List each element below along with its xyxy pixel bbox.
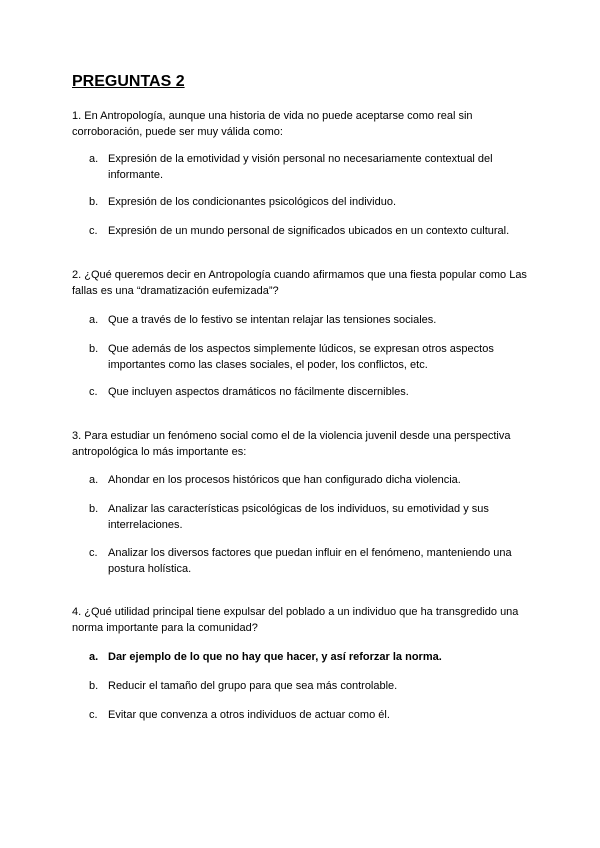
question-4-option-a (89, 649, 529, 665)
option-text: Que además de los aspectos simplemente lúdicos, se expresan otros aspectos importantes como las clases sociales, el poder, los conflictos, etc. (108, 343, 494, 371)
option-letter: a. (89, 153, 99, 165)
option-text: Analizar los diversos factores que puedan influir en el fenómeno, manteniendo una postura holística. (108, 547, 512, 575)
question-2-option-b (89, 341, 529, 373)
option-text: Expresión de la emotividad y visión personal no necesariamente contextual del informante. (108, 153, 493, 181)
option-letter: b. (89, 680, 99, 692)
option-text: Ahondar en los procesos históricos que han configurado dicha violencia. (108, 474, 461, 486)
option-text: Que incluyen aspectos dramáticos no fácilmente discernibles. (108, 386, 409, 398)
option-text: Expresión de un mundo personal de significados ubicados en un contexto cultural. (108, 225, 510, 237)
option-letter: a. (89, 651, 99, 663)
option-letter: c. (89, 386, 98, 398)
option-letter: c. (89, 547, 98, 559)
option-text: Analizar las características psicológicas de los individuos, su emotividad y sus interrelaciones. (108, 503, 489, 531)
question-1-option-c (89, 223, 529, 239)
option-text: Evitar que convenza a otros individuos de actuar como él. (108, 709, 390, 721)
option-letter: b. (89, 196, 99, 208)
question-1: 1. En Antropología, aunque una historia de vida no puede aceptarse como real sin corroboración, puede ser muy válida como: (72, 110, 473, 138)
option-text: Reducir el tamaño del grupo para que sea más controlable. (108, 680, 398, 692)
option-letter: c. (89, 709, 98, 721)
question-1-option-a (89, 151, 529, 183)
question-3-option-c (89, 545, 529, 577)
question-4-option-c (89, 707, 529, 723)
page-title: PREGUNTAS 2 (72, 73, 185, 90)
question-3: 3. Para estudiar un fenómeno social como el de la violencia juvenil desde una perspectiva antropológica lo más importante es: (72, 430, 511, 458)
option-text: Que a través de lo festivo se intentan relajar las tensiones sociales. (108, 314, 437, 326)
question-2: 2. ¿Qué queremos decir en Antropología cuando afirmamos que una fiesta popular como Las fallas es una “dramatización eufemizada”? (72, 269, 527, 297)
option-text: Dar ejemplo de lo que no hay que hacer, y así reforzar la norma. (108, 651, 442, 663)
question-4: 4. ¿Qué utilidad principal tiene expulsar del poblado a un individuo que ha transgredido una norma importante para la comunidad? (72, 606, 519, 634)
option-letter: b. (89, 503, 99, 515)
option-letter: b. (89, 343, 99, 355)
question-3-option-b (89, 501, 529, 533)
option-letter: a. (89, 474, 99, 486)
option-letter: c. (89, 225, 98, 237)
question-3-option-a (89, 472, 529, 488)
question-2-option-a (89, 312, 529, 328)
question-1-option-b (89, 194, 529, 210)
option-letter: a. (89, 314, 99, 326)
option-text: Expresión de los condicionantes psicológicos del individuo. (108, 196, 397, 208)
question-4-option-b (89, 678, 529, 694)
question-2-option-c (89, 384, 529, 400)
